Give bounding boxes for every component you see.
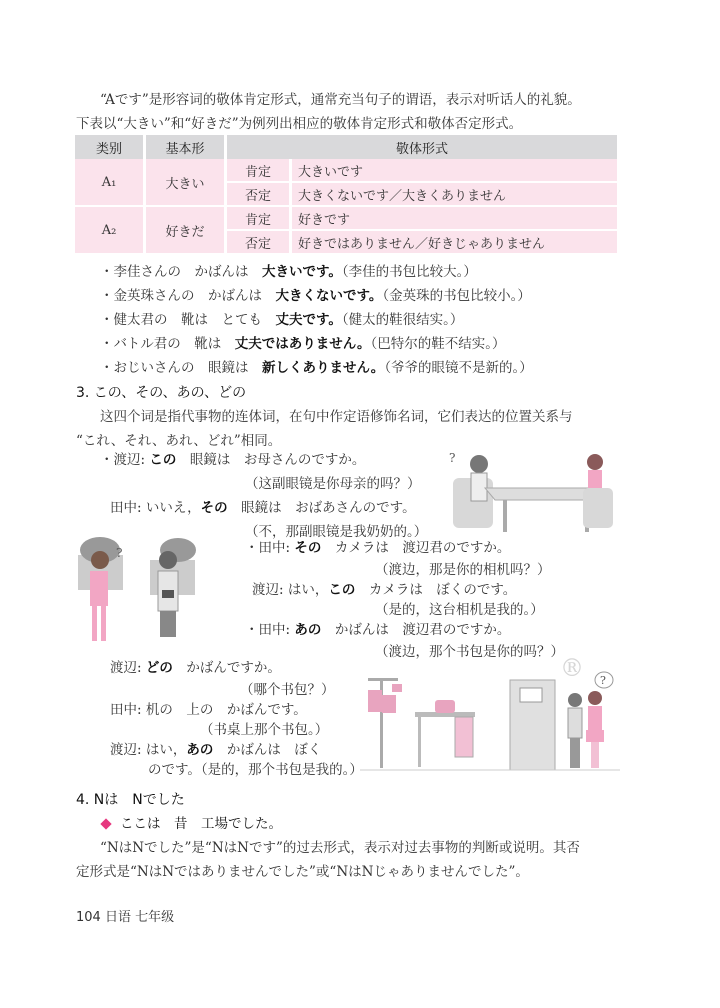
text: 渡辺: はい， (110, 742, 187, 758)
text: かばんは 渡辺君のですか。 (321, 622, 511, 638)
intro-line-1: “Aです”是形容词的敬体肯定形式，通常充当句子的谓语，表示对听话人的礼貌。 (100, 92, 581, 108)
base-cell: 好きだ (145, 206, 226, 254)
dialogue-line (245, 620, 510, 640)
table-row (75, 206, 619, 230)
text: 田中: 机の 上の かばんです。 (110, 702, 307, 718)
neg-label: 否定 (226, 230, 291, 254)
illustration-table-scene (445, 448, 617, 534)
text: （书桌上那个书包。） (200, 722, 329, 738)
text: ・健太君の 靴は とても (100, 312, 276, 328)
aff-form: 好きです (291, 206, 619, 230)
category-cell: A₂ (75, 206, 145, 254)
text: 田中: いいえ， (110, 500, 201, 516)
text: ・田中: (245, 540, 295, 556)
bold-term: どの (145, 660, 173, 676)
bold-term: あの (294, 622, 322, 638)
section-4-para-1: “NはNでした”是“NはNです”的过去形式，表示对过去事物的判断或说明。其否 (100, 840, 580, 856)
bold-term: あの (186, 742, 214, 758)
section-4-para-2: 定形式是“NはNではありませんでした”或“NはNじゃありませんでした”。 (76, 864, 529, 880)
neg-label: 否定 (226, 182, 291, 206)
dialogue-line (110, 700, 307, 720)
dialogue-line (252, 580, 516, 600)
neg-form: 大きくないです／大きくありません (291, 182, 619, 206)
page-number: 104 (76, 910, 101, 925)
intro-line-2: 下表以“大きい”和“好きだ”为例列出相应的敬体肯定形式和敬体否定形式。 (76, 116, 523, 132)
dialogue-translation (148, 760, 363, 780)
text: ・金英珠さんの かばんは (100, 288, 276, 304)
text: （渡边，那个书包是你的吗？） (375, 644, 564, 660)
text: （渡边，那是你的相机吗？） (375, 562, 551, 578)
question-mark: ? (600, 674, 606, 687)
dialogue-translation (375, 600, 544, 620)
header-category: 类别 (75, 135, 145, 159)
text: カメラは ぼくのです。 (355, 582, 517, 598)
text: （爷爷的眼镜不是新的。） (384, 360, 533, 376)
bold-term: その (294, 540, 322, 556)
header-base: 基本形 (145, 135, 226, 159)
dialogue-line (245, 538, 510, 558)
text: （李佳的书包比较大。） (341, 264, 477, 280)
bold-term: 大きいです。 (262, 264, 342, 280)
question-mark: ? (449, 451, 456, 465)
text: （是的，这台相机是我的。） (375, 602, 544, 618)
text: （不，那副眼镜是我奶奶的。） (245, 524, 428, 540)
section-3-heading: 3. この、その、あの、どの (76, 385, 247, 401)
dialogue-translation (245, 474, 421, 494)
section-4-example (102, 814, 282, 834)
book-title: 日语 七年级 (104, 910, 175, 925)
text: 眼鏡は おばあさんのです。 (227, 500, 416, 516)
dialogue-line (100, 450, 365, 470)
bold-term: 新しくありません。 (262, 360, 385, 376)
text: （健太的鞋很结实。） (341, 312, 464, 328)
table-row (75, 159, 619, 182)
text: ・おじいさんの 眼鏡は (100, 360, 262, 376)
dialogue-line (110, 658, 281, 678)
dialogue-translation (375, 560, 551, 580)
illustration-classroom (360, 650, 620, 780)
aff-label: 肯定 (226, 206, 291, 230)
aff-form: 大きいです (291, 159, 619, 182)
bold-term: 丈夫です。 (275, 312, 342, 328)
dialogue-translation (200, 720, 328, 740)
text: ・渡辺: (100, 452, 150, 468)
text: のです。（是的，那个书包是我的。） (148, 762, 363, 778)
bold-term: この (328, 582, 356, 598)
section-3-para-2: “これ、それ、あれ、どれ”相同。 (76, 433, 282, 449)
footer (76, 908, 174, 928)
text: かばんは ぼく (213, 742, 322, 758)
dialogue-line (110, 740, 321, 760)
text: カメラは 渡辺君のですか。 (321, 540, 511, 556)
text: （这副眼镜是你母亲的吗？） (245, 476, 421, 492)
illustration-two-kids (78, 535, 198, 645)
neg-form: 好きではありません／好きじゃありません (291, 230, 619, 254)
diamond-bullet-icon (100, 818, 111, 829)
question-mark: ? (116, 546, 123, 560)
section-3-para-1: 这四个词是指代事物的连体词，在句中作定语修饰名词，它们表达的位置关系与 (100, 409, 573, 425)
text: ・李佳さんの かばんは (100, 264, 262, 280)
example-sentence (100, 334, 506, 354)
category-cell: A₁ (75, 159, 145, 206)
text: （金英珠的书包比较小。） (382, 288, 531, 304)
bold-term: 大きくないです。 (275, 288, 383, 304)
example-sentence (100, 358, 533, 378)
example-text: ここは 昔 工場でした。 (120, 816, 282, 832)
text: 眼鏡は お母さんのですか。 (176, 452, 366, 468)
text: かばんですか。 (172, 660, 281, 676)
bold-term: 丈夫ではありません。 (234, 336, 371, 352)
example-sentence (100, 286, 531, 306)
base-cell: 大きい (145, 159, 226, 206)
adjective-forms-table (75, 135, 620, 255)
text: 渡辺: (110, 660, 146, 676)
dialogue-line (110, 498, 416, 518)
bold-term: この (149, 452, 177, 468)
section-4-heading: 4. Nは Nでした (76, 792, 185, 808)
example-sentence (100, 262, 477, 282)
text: 渡辺: はい， (252, 582, 329, 598)
text: （哪个书包？） (240, 682, 335, 698)
example-sentence (100, 310, 463, 330)
text: ・田中: (245, 622, 295, 638)
text: ・バトル君の 靴は (100, 336, 235, 352)
text: （巴特尔的鞋不结实。） (370, 336, 506, 352)
header-polite: 敬体形式 (226, 135, 619, 159)
dialogue-translation (240, 680, 335, 700)
bold-term: その (200, 500, 228, 516)
registered-watermark: ® (560, 654, 584, 682)
aff-label: 肯定 (226, 159, 291, 182)
